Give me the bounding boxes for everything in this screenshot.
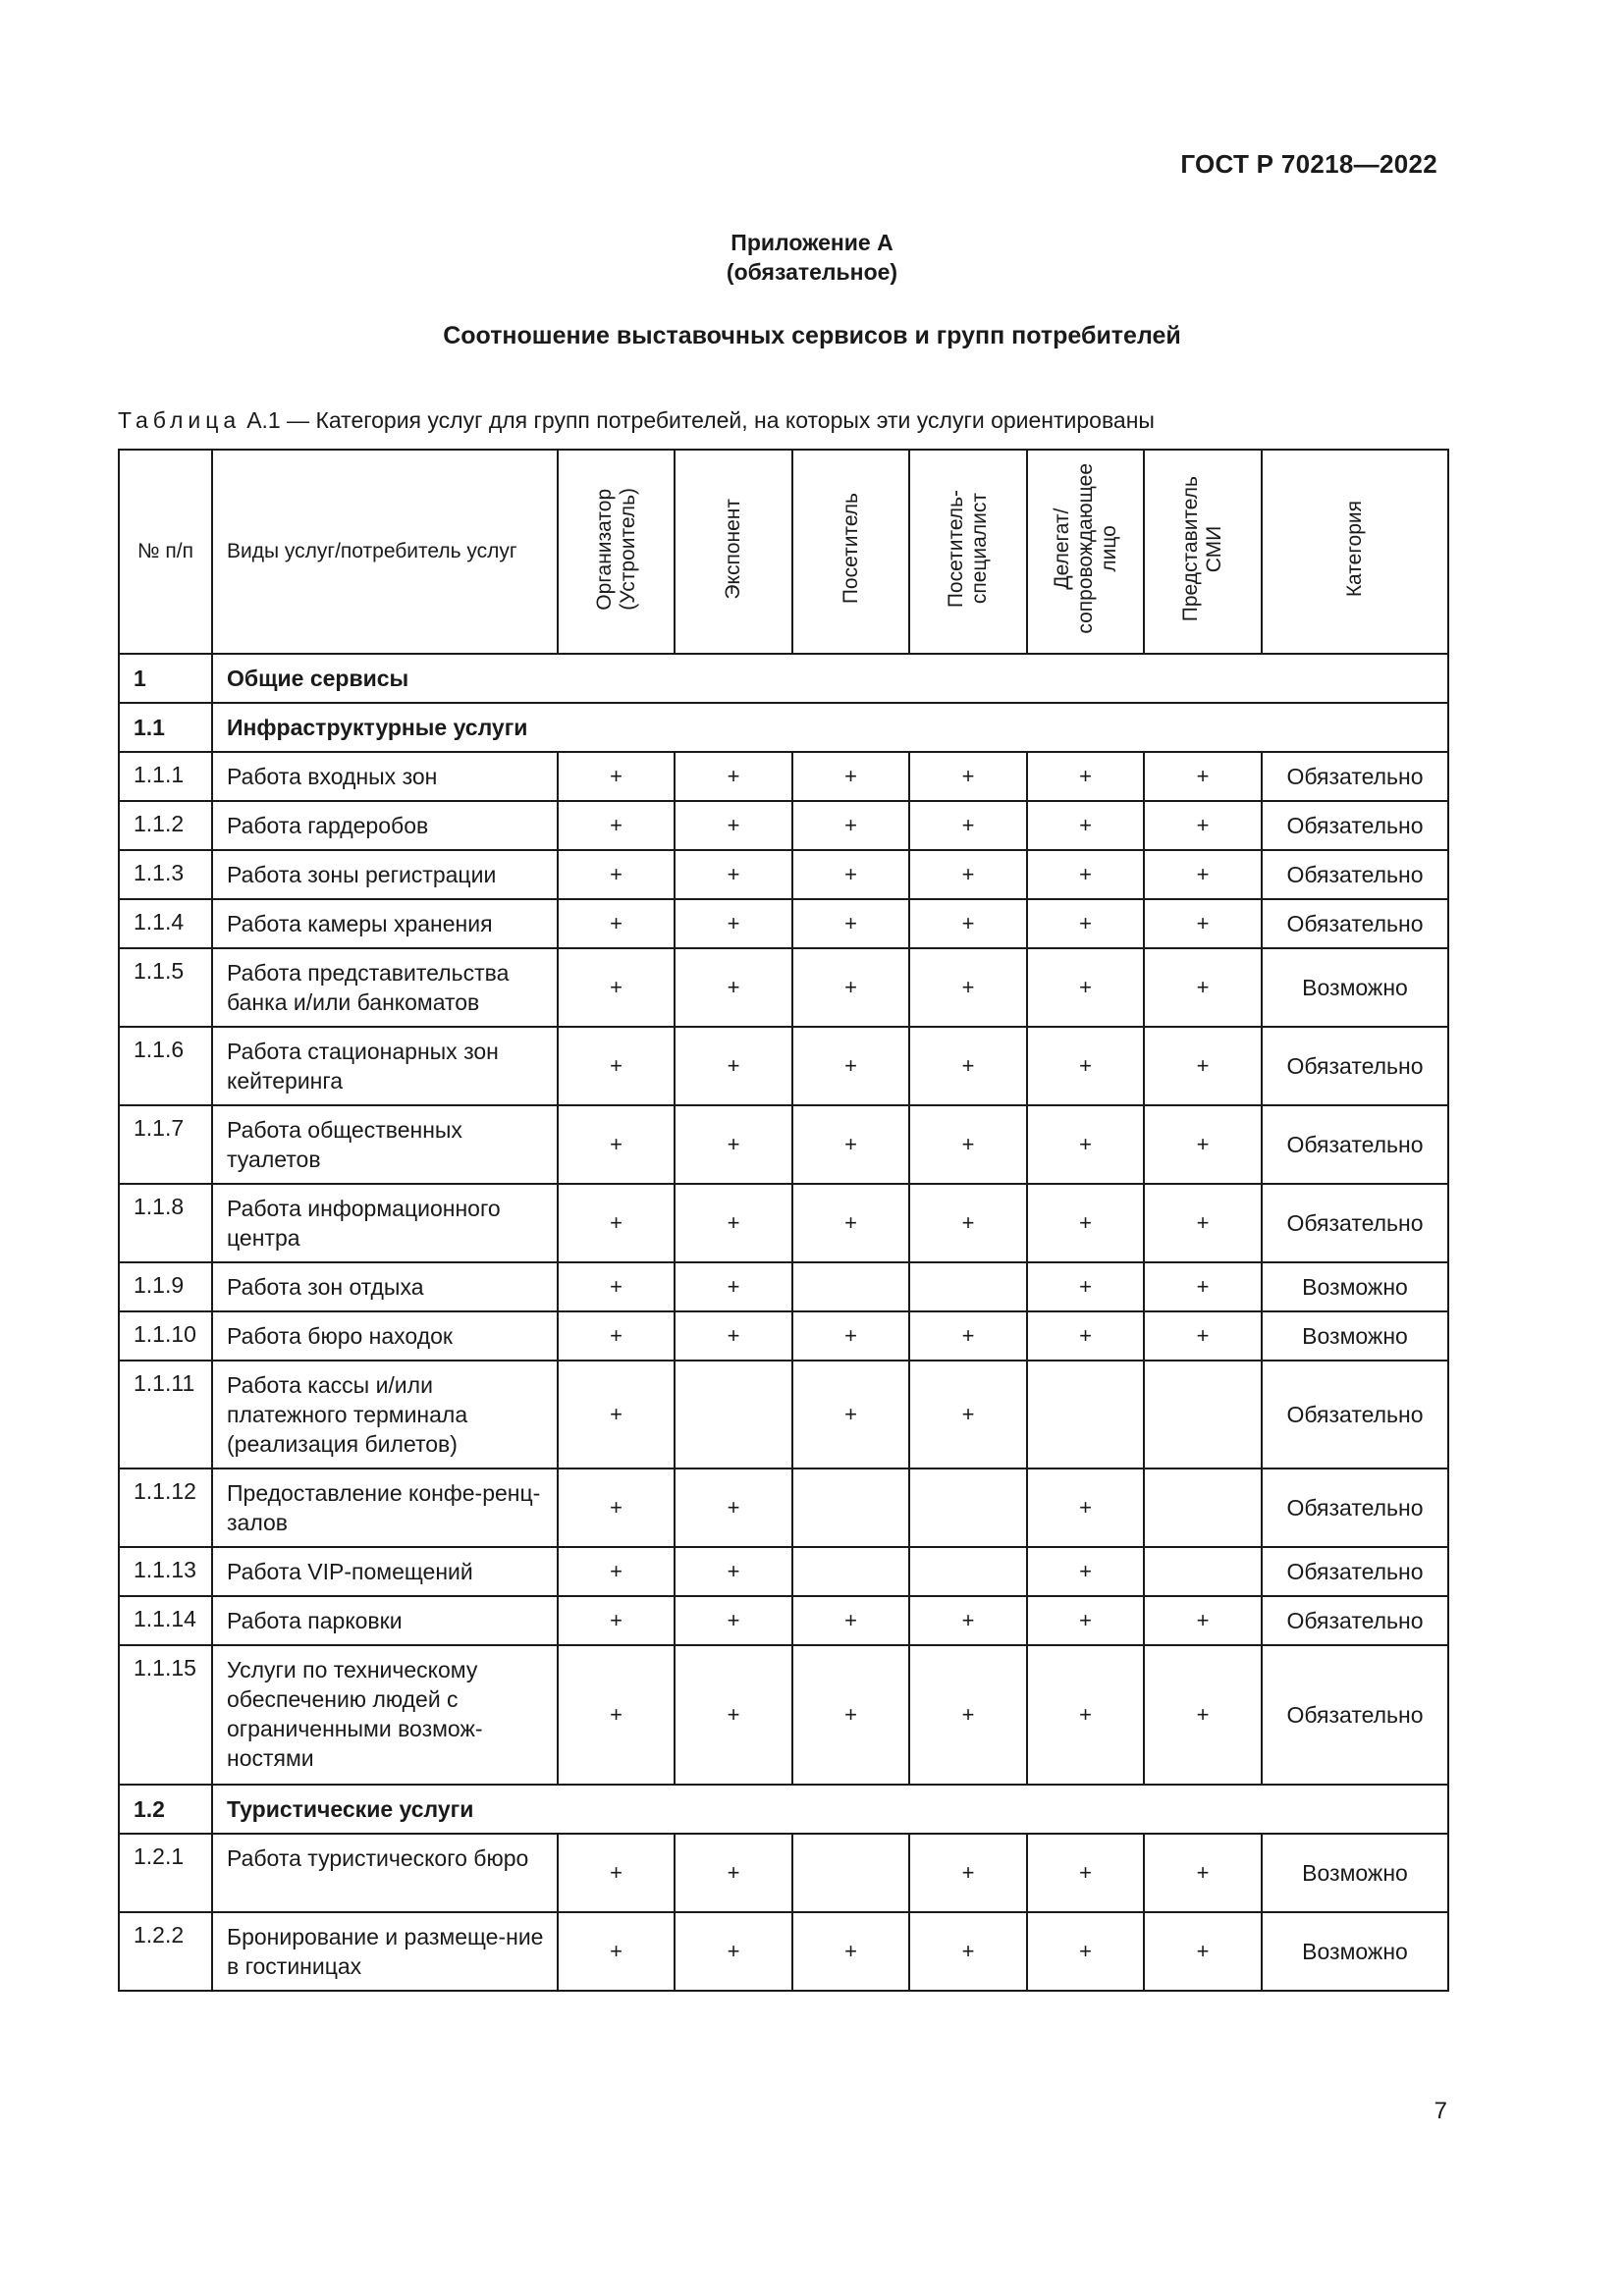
- mark-specialist: +: [909, 801, 1027, 850]
- mark-specialist: +: [909, 752, 1027, 801]
- mark-specialist: +: [909, 1027, 1027, 1105]
- header-media-text: Представитель СМИ: [1179, 475, 1225, 622]
- group-num: 1.1: [119, 703, 212, 752]
- mark-media: +: [1144, 1184, 1262, 1262]
- header-category-text: Категория: [1343, 500, 1366, 598]
- row-service: Работа общественных туалетов: [212, 1105, 558, 1184]
- table-row: [119, 1547, 1448, 1596]
- table-row: [119, 948, 1448, 1027]
- mark-delegate: +: [1027, 1596, 1144, 1645]
- mark-visitor: [792, 1468, 909, 1547]
- row-num: 1.2.2: [119, 1912, 212, 1991]
- row-num: 1.1.10: [119, 1311, 212, 1361]
- group-title: Общие сервисы: [212, 654, 1448, 703]
- mark-organizer: +: [558, 1311, 675, 1361]
- mark-media: +: [1144, 1262, 1262, 1311]
- row-service: Бронирование и размеще-ние в гостиницах: [212, 1912, 558, 1991]
- mark-visitor: +: [792, 752, 909, 801]
- mark-exhibitor: +: [675, 850, 792, 899]
- mark-delegate: +: [1027, 899, 1144, 948]
- row-service: Работа камеры хранения: [212, 899, 558, 948]
- mark-exhibitor: [675, 1361, 792, 1468]
- row-category: Обязательно: [1262, 899, 1448, 948]
- table-row: [119, 801, 1448, 850]
- mark-organizer: +: [558, 1547, 675, 1596]
- document-code: ГОСТ Р 70218—2022: [1180, 149, 1437, 179]
- header-delegate: [1027, 450, 1144, 654]
- mark-exhibitor: +: [675, 1105, 792, 1184]
- mark-media: [1144, 1361, 1262, 1468]
- mark-organizer: +: [558, 752, 675, 801]
- mark-organizer: +: [558, 1184, 675, 1262]
- mark-visitor: +: [792, 1311, 909, 1361]
- mark-media: +: [1144, 1027, 1262, 1105]
- mark-media: [1144, 1547, 1262, 1596]
- mark-visitor: +: [792, 850, 909, 899]
- row-service: Работа стационарных зон кейтеринга: [212, 1027, 558, 1105]
- row-service: Работа кассы и/или платежного терминала (реализация билетов): [212, 1361, 558, 1468]
- mark-delegate: +: [1027, 1468, 1144, 1547]
- row-category: Обязательно: [1262, 1468, 1448, 1547]
- mark-delegate: +: [1027, 1912, 1144, 1991]
- mark-organizer: +: [558, 1912, 675, 1991]
- table-body: [119, 654, 1448, 1991]
- mark-specialist: +: [909, 1645, 1027, 1785]
- mark-specialist: +: [909, 1311, 1027, 1361]
- row-num: 1.1.9: [119, 1262, 212, 1311]
- table-row: [119, 1912, 1448, 1991]
- mark-visitor: +: [792, 1027, 909, 1105]
- mark-exhibitor: +: [675, 1547, 792, 1596]
- table-header-row: [119, 450, 1448, 654]
- table-row: [119, 1645, 1448, 1785]
- header-exhibitor-text: Экспонент: [722, 498, 744, 600]
- table-caption-text: А.1 — Категория услуг для групп потребителей, на которых эти услуги ориентированы: [246, 407, 1155, 433]
- mark-media: +: [1144, 1834, 1262, 1912]
- table-row: [119, 1468, 1448, 1547]
- mark-specialist: [909, 1262, 1027, 1311]
- mark-media: +: [1144, 1596, 1262, 1645]
- table-caption-prefix: Таблица: [118, 407, 242, 433]
- mark-delegate: +: [1027, 1547, 1144, 1596]
- mark-exhibitor: +: [675, 801, 792, 850]
- mark-exhibitor: +: [675, 1311, 792, 1361]
- mark-media: +: [1144, 948, 1262, 1027]
- mark-delegate: [1027, 1361, 1144, 1468]
- header-delegate-text: Делегат/ сопровождающее лицо: [1050, 463, 1120, 634]
- mark-specialist: +: [909, 1912, 1027, 1991]
- header-service: Виды услуг/потребитель услуг: [212, 450, 558, 654]
- row-num: 1.1.1: [119, 752, 212, 801]
- appendix-status: (обязательное): [726, 259, 898, 285]
- row-category: Обязательно: [1262, 1547, 1448, 1596]
- mark-organizer: +: [558, 1361, 675, 1468]
- mark-organizer: +: [558, 1645, 675, 1785]
- row-num: 1.1.4: [119, 899, 212, 948]
- row-category: Обязательно: [1262, 1105, 1448, 1184]
- mark-visitor: [792, 1262, 909, 1311]
- appendix-title: [0, 228, 1624, 287]
- row-category: Обязательно: [1262, 1184, 1448, 1262]
- appendix-label: Приложение А: [731, 230, 893, 255]
- mark-delegate: +: [1027, 850, 1144, 899]
- mark-delegate: +: [1027, 1184, 1144, 1262]
- mark-visitor: [792, 1834, 909, 1912]
- row-service: Работа зон отдыха: [212, 1262, 558, 1311]
- group-title: Туристические услуги: [212, 1785, 1448, 1834]
- group-row: [119, 703, 1448, 752]
- mark-exhibitor: +: [675, 1027, 792, 1105]
- mark-media: +: [1144, 1311, 1262, 1361]
- header-specialist: [909, 450, 1027, 654]
- row-num: 1.1.11: [119, 1361, 212, 1468]
- mark-visitor: +: [792, 1912, 909, 1991]
- mark-media: +: [1144, 1912, 1262, 1991]
- mark-organizer: +: [558, 948, 675, 1027]
- mark-delegate: +: [1027, 1834, 1144, 1912]
- mark-specialist: +: [909, 1596, 1027, 1645]
- row-service: Работа парковки: [212, 1596, 558, 1645]
- header-specialist-text: Посетитель- специалист: [945, 489, 991, 609]
- mark-media: +: [1144, 1105, 1262, 1184]
- row-category: Обязательно: [1262, 1027, 1448, 1105]
- group-num: 1.2: [119, 1785, 212, 1834]
- header-exhibitor: [675, 450, 792, 654]
- row-num: 1.2.1: [119, 1834, 212, 1912]
- row-service: Работа зоны регистрации: [212, 850, 558, 899]
- row-num: 1.1.6: [119, 1027, 212, 1105]
- mark-specialist: +: [909, 850, 1027, 899]
- mark-media: [1144, 1468, 1262, 1547]
- mark-specialist: [909, 1468, 1027, 1547]
- mark-delegate: +: [1027, 1262, 1144, 1311]
- table-row: [119, 1027, 1448, 1105]
- group-title: Инфраструктурные услуги: [212, 703, 1448, 752]
- mark-specialist: +: [909, 948, 1027, 1027]
- row-service: Работа гардеробов: [212, 801, 558, 850]
- mark-organizer: +: [558, 1262, 675, 1311]
- header-category: [1262, 450, 1448, 654]
- group-num: 1: [119, 654, 212, 703]
- mark-exhibitor: +: [675, 1912, 792, 1991]
- row-category: Обязательно: [1262, 1645, 1448, 1785]
- header-visitor-text: Посетитель: [839, 493, 862, 605]
- page-number: 7: [1434, 2098, 1447, 2124]
- mark-specialist: +: [909, 899, 1027, 948]
- mark-exhibitor: +: [675, 1468, 792, 1547]
- row-category: Обязательно: [1262, 801, 1448, 850]
- mark-exhibitor: +: [675, 1184, 792, 1262]
- row-category: Обязательно: [1262, 1596, 1448, 1645]
- row-service: Работа входных зон: [212, 752, 558, 801]
- table-row: [119, 752, 1448, 801]
- mark-exhibitor: +: [675, 899, 792, 948]
- table-row: [119, 1361, 1448, 1468]
- mark-delegate: +: [1027, 1645, 1144, 1785]
- mark-specialist: +: [909, 1361, 1027, 1468]
- table-row: [119, 1184, 1448, 1262]
- row-num: 1.1.14: [119, 1596, 212, 1645]
- header-visitor: [792, 450, 909, 654]
- header-media: [1144, 450, 1262, 654]
- mark-delegate: +: [1027, 1027, 1144, 1105]
- mark-delegate: +: [1027, 1105, 1144, 1184]
- row-category: Возможно: [1262, 1262, 1448, 1311]
- mark-visitor: +: [792, 1645, 909, 1785]
- row-num: 1.1.13: [119, 1547, 212, 1596]
- mark-organizer: +: [558, 1105, 675, 1184]
- mark-visitor: +: [792, 1361, 909, 1468]
- mark-visitor: +: [792, 801, 909, 850]
- mark-delegate: +: [1027, 1311, 1144, 1361]
- group-row: [119, 1785, 1448, 1834]
- mark-exhibitor: +: [675, 1596, 792, 1645]
- mark-organizer: +: [558, 850, 675, 899]
- row-service: Работа информационного центра: [212, 1184, 558, 1262]
- group-row: [119, 654, 1448, 703]
- table-row: [119, 1311, 1448, 1361]
- services-table: [118, 449, 1449, 1992]
- table-row: [119, 850, 1448, 899]
- mark-specialist: +: [909, 1105, 1027, 1184]
- row-num: 1.1.12: [119, 1468, 212, 1547]
- row-category: Возможно: [1262, 1311, 1448, 1361]
- mark-exhibitor: +: [675, 1645, 792, 1785]
- mark-organizer: +: [558, 1834, 675, 1912]
- header-organizer: [558, 450, 675, 654]
- mark-organizer: +: [558, 1468, 675, 1547]
- row-service: Работа VIP-помещений: [212, 1547, 558, 1596]
- row-category: Обязательно: [1262, 1361, 1448, 1468]
- mark-media: +: [1144, 1645, 1262, 1785]
- table-caption: [118, 407, 1155, 434]
- mark-media: +: [1144, 801, 1262, 850]
- table-row: [119, 1262, 1448, 1311]
- mark-visitor: +: [792, 1596, 909, 1645]
- mark-delegate: +: [1027, 752, 1144, 801]
- section-title: Соотношение выставочных сервисов и групп потребителей: [443, 322, 1181, 349]
- table-row: [119, 1596, 1448, 1645]
- row-num: 1.1.5: [119, 948, 212, 1027]
- row-num: 1.1.15: [119, 1645, 212, 1785]
- mark-specialist: [909, 1547, 1027, 1596]
- mark-media: +: [1144, 899, 1262, 948]
- table-row: [119, 1834, 1448, 1912]
- mark-exhibitor: +: [675, 752, 792, 801]
- mark-exhibitor: +: [675, 1262, 792, 1311]
- mark-visitor: +: [792, 948, 909, 1027]
- row-service: Предоставление конфе-ренц-залов: [212, 1468, 558, 1547]
- table-row: [119, 1105, 1448, 1184]
- mark-delegate: +: [1027, 801, 1144, 850]
- mark-visitor: +: [792, 1105, 909, 1184]
- row-service: Работа представительства банка и/или банкоматов: [212, 948, 558, 1027]
- mark-media: +: [1144, 850, 1262, 899]
- row-num: 1.1.7: [119, 1105, 212, 1184]
- row-service: Работа туристического бюро: [212, 1834, 558, 1912]
- mark-organizer: +: [558, 1596, 675, 1645]
- mark-visitor: +: [792, 1184, 909, 1262]
- row-category: Возможно: [1262, 1912, 1448, 1991]
- mark-organizer: +: [558, 1027, 675, 1105]
- row-service: Работа бюро находок: [212, 1311, 558, 1361]
- mark-media: +: [1144, 752, 1262, 801]
- mark-delegate: +: [1027, 948, 1144, 1027]
- header-organizer-text: Организатор (Устроитель): [592, 487, 639, 611]
- header-num: № п/п: [119, 450, 212, 654]
- row-category: Обязательно: [1262, 850, 1448, 899]
- row-num: 1.1.2: [119, 801, 212, 850]
- row-num: 1.1.3: [119, 850, 212, 899]
- mark-specialist: +: [909, 1834, 1027, 1912]
- mark-organizer: +: [558, 801, 675, 850]
- table-row: [119, 899, 1448, 948]
- mark-exhibitor: +: [675, 1834, 792, 1912]
- row-category: Возможно: [1262, 948, 1448, 1027]
- row-num: 1.1.8: [119, 1184, 212, 1262]
- row-service: Услуги по техническому обеспечению людей с ограниченными возмож-ностями: [212, 1645, 558, 1785]
- mark-visitor: [792, 1547, 909, 1596]
- row-category: Обязательно: [1262, 752, 1448, 801]
- mark-visitor: +: [792, 899, 909, 948]
- row-category: Возможно: [1262, 1834, 1448, 1912]
- mark-specialist: +: [909, 1184, 1027, 1262]
- mark-organizer: +: [558, 899, 675, 948]
- mark-exhibitor: +: [675, 948, 792, 1027]
